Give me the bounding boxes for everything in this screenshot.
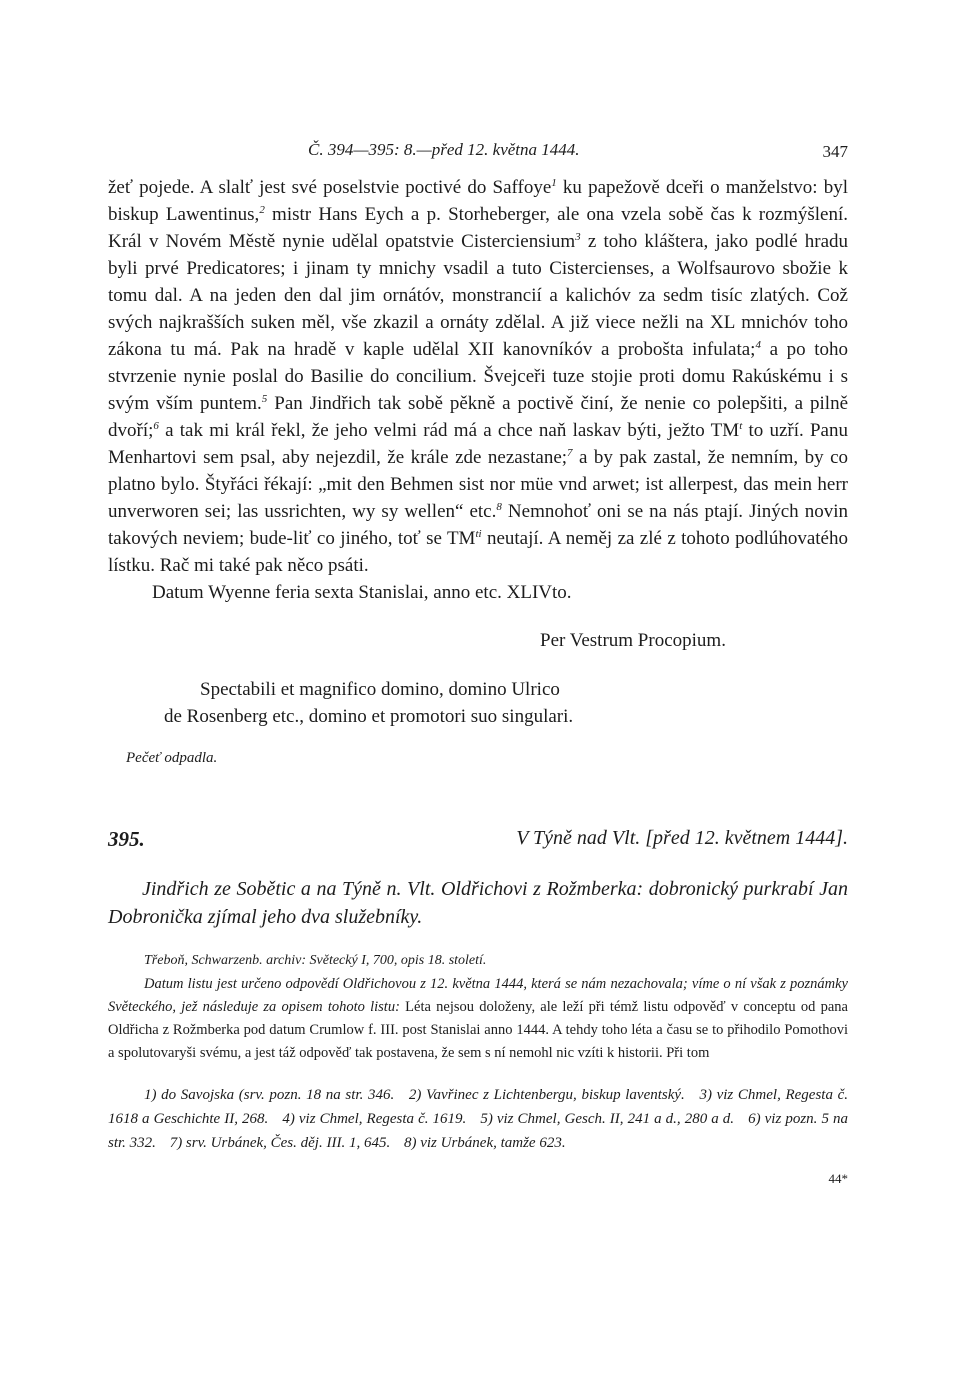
footnote-marker: 6 <box>153 420 159 432</box>
editorial-note-roman: Léta nejsou doloženy, ale leží při témž listu odpověď v conceptu od pana Oldřicha z Rožmberka pod datum Crumlow f. III. post Stanislai anno 1444. A tehdy toho léta a času se to přihodilo Pomothovi a spolutovaryši svému, a jest táž odpověď tak postavena, že sem s ní nemohl nic vzíti k historii. Při tom <box>108 999 848 1061</box>
footnote: 7) srv. Urbánek, Čes. děj. III. 1, 645. <box>169 1135 391 1151</box>
address-line-1: Spectabili et magnifico domino, domino Ulrico <box>200 679 560 700</box>
footnote-marker: 8 <box>496 501 502 513</box>
letter-signature: Per Vestrum Procopium. <box>540 630 726 651</box>
footnote-marker: 2 <box>259 204 265 216</box>
letter-body-text <box>108 174 848 579</box>
document-heading <box>108 827 848 861</box>
document-regest: Jindřich ze Sobětic a na Týně n. Vlt. Oldřichovi z Rožmberka: dobronický purkrabí Jan Dobronička zjímal jeho dva služebníky. <box>108 878 848 928</box>
letter-address <box>164 676 848 730</box>
footnote-marker: ti <box>475 528 482 540</box>
footnotes <box>108 1083 848 1155</box>
page <box>108 138 848 1187</box>
letter-text-segment: to uzří. Panu Menhartovi sem psal, aby nejezdil, že krále zde nezastane; <box>108 420 848 468</box>
letter-text-segment: mistr Hans Eych a p. Storheberger, ale ona vzela sobě čas k rozmýšlení. Král v Novém Městě nynie udělal opatstvie Cisterciensium <box>108 204 848 252</box>
letter-text-segment: ku papežově dceři o manželstvo: byl biskup Lawentinus, <box>108 177 848 225</box>
footnote-marker: 5 <box>261 393 268 405</box>
address-line-2: de Rosenberg etc., domino et promotori suo singulari. <box>164 706 574 727</box>
running-head-title: Č. 394—395: 8.—před 12. května 1444. <box>308 140 580 159</box>
letter-text-segment: a tak mi král řekl, že jeho velmi rád má a chce naň laskav býti, ježto TM <box>158 420 740 441</box>
footnote: 3) viz Chmel, Regesta č. 1618 a Geschichte II, 268. <box>108 1087 849 1127</box>
footnote: 1) do Savojska (srv. pozn. 18 na str. 346. <box>144 1087 395 1103</box>
sheet-signature-mark: 44* <box>828 1171 848 1186</box>
letter-text-segment: žeť pojede. A slalť jest své poselstvie poctivé do Saffoye <box>108 177 552 198</box>
page-number: 347 <box>822 142 848 161</box>
footnote-marker: 4 <box>755 339 761 351</box>
footnote: 4) viz Chmel, Regesta č. 1619. <box>282 1111 467 1127</box>
footnote-marker: 7 <box>567 447 573 459</box>
editorial-note-italic: Datum listu jest určeno odpovědí Oldřichovou z 12. května 1444, která se nám nezachovala; víme o ní však z poznámky Světeckého, jež následuje za opisem tohoto listu: <box>108 976 848 1015</box>
footnote: 6) viz pozn. 5 na str. 332. <box>108 1111 848 1151</box>
letter-text-segment: neutají. A neměj za zlé z tohoto podlúhovatého lístku. Rač mi také pak něco psáti. <box>108 528 848 576</box>
footnote: 2) Vavřinec z Lichtenbergu, biskup laventský. <box>408 1087 685 1103</box>
running-head <box>108 138 848 168</box>
document-number: 395. <box>108 827 145 851</box>
letter-text-segment: Nemnohoť oni se na nás ptají. Jiných novin takových neviem; bude-liť co jiného, toť se TM <box>108 501 848 549</box>
letter-text-segment: a by pak zastal, že nemním, by co platno bylo. Štyřáci řékají: „mit den Behmen sist nor müe vnd arwet; ist allerpest, das mein herr unverworen sei; las ussrichten, wy sy wellen“ etc. <box>108 447 848 522</box>
letter-dating: Datum Wyenne feria sexta Stanislai, anno etc. XLIVto. <box>152 582 572 603</box>
editorial-note <box>108 973 848 1065</box>
footnote-marker: 1 <box>551 177 557 189</box>
letter-text-segment: a po toho stvrzenie nynie poslal do Basilie do concilium. Švejceři tuze stojie proti domu Rakúskému i s svým vším puntem. <box>108 339 848 414</box>
footnote: 5) viz Chmel, Gesch. II, 241 a d., 280 a d. <box>480 1111 735 1127</box>
document-date: V Týně nad Vlt. [před 12. květnem 1444]. <box>516 827 848 849</box>
footnote-marker: t <box>739 420 743 432</box>
archive-source: Třeboň, Schwarzenb. archiv: Světecký I, 700, opis 18. století. <box>144 953 487 968</box>
footnote: 8) viz Urbánek, tamže 623. <box>403 1135 566 1151</box>
footnote-marker: 3 <box>575 231 581 243</box>
seal-note: Pečeť odpadla. <box>126 750 218 766</box>
letter-text-segment: Pan Jindřich tak sobě pěkně a poctivě činí, že nenie co polepšiti, a pilně dvoří; <box>108 393 848 441</box>
letter-text-segment: z toho kláštera, jako podlé hradu byli prvé Predicatores; i jinam ty mnichy vsadil a tuto Cistercienses, a Wolfsaurovo sbožie k tomu dal. A na jeden den dal jim ornátóv, monstrancií a kalichóv za sedm tisíc zlatých. Což svých najkrašších suken měl, vše zkazil a ornáty zdělal. A již viece nežli na XL mnichóv toho zákona tu má. Pak na hradě v kaple udělal XII kanovníkóv a probošta infulata; <box>108 231 848 360</box>
